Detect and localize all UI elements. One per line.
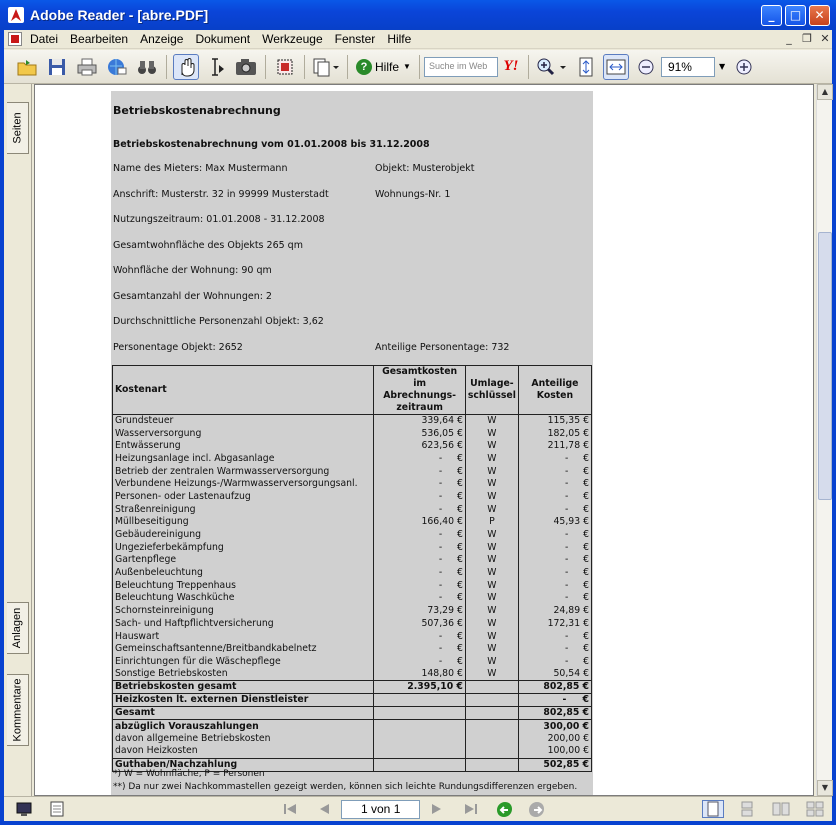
table-row: [113, 440, 592, 453]
table-row: [113, 656, 592, 669]
cell-share: - €: [518, 630, 591, 643]
cell-name: Entwässerung: [113, 440, 374, 453]
menu-anzeige[interactable]: Anzeige: [140, 32, 184, 46]
cell-key: W: [465, 427, 518, 440]
cell-key: W: [465, 541, 518, 554]
toolbar-separator: [166, 55, 167, 79]
cell-key: W: [465, 592, 518, 605]
tab-pages[interactable]: Seiten: [7, 102, 29, 154]
pages-dropdown-button[interactable]: [311, 54, 341, 80]
table-row: [113, 427, 592, 440]
snapshot-tool-button[interactable]: [233, 54, 259, 80]
window-title: Adobe Reader - [abre.PDF]: [30, 7, 209, 23]
cell-name: Ungezieferbekämpfung: [113, 541, 374, 554]
document-view[interactable]: [34, 84, 814, 796]
cell-total: - €: [374, 656, 465, 669]
cost-table: [112, 365, 592, 772]
cell-share: 45,93 €: [518, 516, 591, 529]
cell-key: W: [465, 415, 518, 428]
cell-total: - €: [374, 453, 465, 466]
close-button[interactable]: ✕: [809, 5, 830, 26]
cell-share: - €: [518, 529, 591, 542]
continuous-facing-layout-button[interactable]: [804, 800, 826, 818]
cell-total: - €: [374, 478, 465, 491]
continuous-facing-icon: [805, 801, 825, 817]
last-page-button[interactable]: [460, 800, 482, 818]
cell-share: - €: [518, 656, 591, 669]
footnote-key: *) W = Wohnfläche, P = Personen: [113, 769, 265, 779]
flat-count: Gesamtanzahl der Wohnungen: 2: [113, 291, 272, 302]
cell-key: W: [465, 643, 518, 656]
usage-period: Nutzungszeitraum: 01.01.2008 - 31.12.2008: [113, 214, 325, 225]
toolbar-separator: [347, 55, 348, 79]
cell-share: - €: [518, 579, 591, 592]
binoculars-icon: [137, 58, 157, 76]
cell-key: W: [465, 567, 518, 580]
crop-icon: [275, 57, 295, 77]
cell-total: - €: [374, 579, 465, 592]
pages-icon: [312, 57, 340, 77]
cell-name: Sonstige Betriebskosten: [113, 668, 374, 681]
help-label: Hilfe: [375, 59, 400, 74]
mdi-minimize-button[interactable]: _: [786, 32, 792, 45]
cell-key: W: [465, 605, 518, 618]
first-page-icon: [283, 802, 297, 816]
header-anteilige-kosten: Anteilige Kosten: [518, 366, 591, 415]
fit-page-icon: [578, 57, 594, 77]
address: Anschrift: Musterstr. 32 in 99999 Musterstadt: [113, 189, 329, 200]
single-page-layout-button[interactable]: [702, 800, 724, 818]
object-name: Objekt: Musterobjekt: [375, 163, 475, 174]
facing-layout-button[interactable]: [770, 800, 792, 818]
header-gesamtkosten: Gesamtkosten im Abrechnungs-zeitraum: [374, 366, 465, 415]
toolbar-separator: [304, 55, 305, 79]
globe-mail-icon: [107, 58, 127, 76]
cell-total: 623,56 €: [374, 440, 465, 453]
cell-key: W: [465, 529, 518, 542]
minimize-button[interactable]: _: [761, 5, 782, 26]
toolbar-separator: [265, 55, 266, 79]
zoom-out-button[interactable]: [633, 54, 659, 80]
cell-share: - €: [518, 567, 591, 580]
print-button[interactable]: [74, 54, 100, 80]
floppy-icon: [48, 58, 66, 76]
minus-circle-icon: [638, 59, 654, 75]
cell-key: W: [465, 618, 518, 631]
cell-name: Sach- und Haftpflichtversicherung: [113, 618, 374, 631]
cell-share: - €: [518, 465, 591, 478]
footnote-rounding: **) Da nur zwei Nachkommastellen gezeigt werden, können sich leichte Rundungsdifferenzen ergeben.: [113, 782, 578, 792]
toolbar-separator: [528, 55, 529, 79]
cell-name: Einrichtungen für die Wäschepflege: [113, 656, 374, 669]
tab-attachments[interactable]: Anlagen: [7, 602, 29, 654]
summary-row-guthaben: Guthaben/Nachzahlung 502,85 €: [113, 758, 592, 771]
cell-total: 166,40 €: [374, 516, 465, 529]
cell-name: Verbundene Heizungs-/Warmwasserversorgungsanl.: [113, 478, 374, 491]
cell-name: Betrieb der zentralen Warmwasserversorgung: [113, 465, 374, 478]
table-row: [113, 529, 592, 542]
menu-fenster[interactable]: Fenster: [334, 32, 376, 46]
cell-share: 182,05 €: [518, 427, 591, 440]
cell-name: Heizungsanlage incl. Abgasanlage: [113, 453, 374, 466]
cell-name: Hauswart: [113, 630, 374, 643]
crop-button[interactable]: [272, 54, 298, 80]
cell-key: W: [465, 491, 518, 504]
cell-key: W: [465, 440, 518, 453]
cell-total: - €: [374, 567, 465, 580]
cell-share: 50,54 €: [518, 668, 591, 681]
plus-circle-icon: [736, 59, 752, 75]
adobe-reader-icon: [8, 7, 24, 23]
cell-total: - €: [374, 491, 465, 504]
title-bar[interactable]: [0, 0, 836, 30]
folder-icon: [17, 58, 37, 76]
forward-view-icon[interactable]: [528, 801, 544, 817]
cell-name: Straßenreinigung: [113, 503, 374, 516]
tenant-name: Name des Mieters: Max Mustermann: [113, 163, 288, 174]
cell-total: - €: [374, 503, 465, 516]
person-days: Personentage Objekt: 2652: [113, 342, 243, 353]
menu-bar: [4, 30, 832, 49]
mdi-close-button[interactable]: ✕: [820, 32, 830, 45]
maximize-button[interactable]: □: [785, 5, 806, 26]
cell-total: 339,64 €: [374, 415, 465, 428]
table-row: [113, 579, 592, 592]
table-row: [113, 465, 592, 478]
summary-row-vorauszahlungen: abzüglich Vorauszahlungen 300,00 €: [113, 720, 592, 733]
next-page-icon: [431, 802, 443, 816]
text-cursor-icon: [206, 57, 226, 77]
cell-name: Beleuchtung Waschküche: [113, 592, 374, 605]
fit-width-icon: [606, 59, 626, 75]
cell-key: W: [465, 453, 518, 466]
save-button[interactable]: [44, 54, 70, 80]
table-row: [113, 503, 592, 516]
first-page-button[interactable]: [280, 800, 302, 818]
cell-share: 115,35 €: [518, 415, 591, 428]
cell-share: - €: [518, 503, 591, 516]
document-heading: Betriebskostenabrechnung: [113, 104, 281, 117]
continuous-page-icon: [737, 801, 757, 817]
zoom-select[interactable]: 91%: [661, 57, 715, 77]
cell-total: - €: [374, 630, 465, 643]
cell-name: Personen- oder Lastenaufzug: [113, 491, 374, 504]
magnifier-plus-icon: [536, 57, 568, 77]
document-icon: [49, 801, 65, 817]
summary-row-betriebskosten: Betriebskosten gesamt 2.395,10 € 802,85 €: [113, 681, 592, 694]
table-row: [113, 453, 592, 466]
help-button[interactable]: [352, 55, 415, 79]
previous-page-button[interactable]: [313, 800, 335, 818]
flat-area: Wohnfläche der Wohnung: 90 qm: [113, 265, 272, 276]
table-row: [113, 643, 592, 656]
table-row: [113, 605, 592, 618]
table-row: [113, 592, 592, 605]
cell-key: P: [465, 516, 518, 529]
search-button[interactable]: [134, 54, 160, 80]
table-row: [113, 516, 592, 529]
chevron-down-icon: ▼: [403, 62, 411, 71]
summary-row-voraus-heiz: davon Heizkosten 100,00 €: [113, 745, 592, 758]
cell-total: - €: [374, 465, 465, 478]
table-row: [113, 668, 592, 681]
cell-share: - €: [518, 491, 591, 504]
table-row: [113, 567, 592, 580]
nav-panel-toggle-button[interactable]: [14, 800, 36, 818]
cell-name: Müllbeseitigung: [113, 516, 374, 529]
navigation-panel: [4, 84, 32, 796]
menu-bearbeiten[interactable]: Bearbeiten: [70, 32, 129, 46]
printer-icon: [77, 58, 97, 76]
web-search-input[interactable]: Suche im Web: [424, 57, 498, 77]
continuous-layout-button[interactable]: [736, 800, 758, 818]
toolbar: [4, 50, 832, 84]
cell-name: Schornsteinreinigung: [113, 605, 374, 618]
cell-share: 24,89 €: [518, 605, 591, 618]
cell-key: W: [465, 554, 518, 567]
header-kostenart: Kostenart: [113, 366, 374, 415]
fit-width-button[interactable]: [603, 54, 629, 80]
cell-key: W: [465, 668, 518, 681]
pdf-page: [111, 91, 593, 796]
zoom-in-tool-button[interactable]: [535, 54, 569, 80]
menu-datei[interactable]: Datei: [30, 32, 59, 46]
cell-share: - €: [518, 478, 591, 491]
cell-name: Gemeinschaftsantenne/Breitbandkabelnetz: [113, 643, 374, 656]
cell-key: W: [465, 478, 518, 491]
menu-werkzeuge[interactable]: Werkzeuge: [262, 32, 323, 46]
select-tool-button[interactable]: [203, 54, 229, 80]
monitor-icon: [15, 801, 33, 817]
previous-page-icon: [318, 802, 330, 816]
cell-name: Beleuchtung Treppenhaus: [113, 579, 374, 592]
fit-page-button[interactable]: [573, 54, 599, 80]
next-page-button[interactable]: [426, 800, 448, 818]
scroll-up-button[interactable]: ▲: [817, 84, 833, 100]
vertical-scrollbar[interactable]: [816, 84, 832, 796]
cell-share: 172,31 €: [518, 618, 591, 631]
status-bar: [4, 796, 832, 821]
table-row: [113, 618, 592, 631]
open-button[interactable]: [14, 54, 40, 80]
cell-total: - €: [374, 529, 465, 542]
tab-comments[interactable]: Kommentare: [7, 674, 29, 746]
document-subheading: Betriebskostenabrechnung vom 01.01.2008 bis 31.12.2008: [113, 139, 430, 150]
zoom-dropdown-icon[interactable]: ▼: [718, 62, 726, 71]
menu-dokument[interactable]: Dokument: [195, 32, 251, 46]
cell-share: - €: [518, 554, 591, 567]
total-area: Gesamtwohnfläche des Objekts 265 qm: [113, 240, 303, 251]
cell-key: W: [465, 630, 518, 643]
avg-persons: Durchschnittliche Personenzahl Objekt: 3,62: [113, 316, 324, 327]
single-page-icon: [703, 801, 723, 817]
page-number-input[interactable]: 1 von 1: [341, 800, 420, 819]
cell-total: 507,36 €: [374, 618, 465, 631]
last-page-icon: [464, 802, 478, 816]
cell-share: - €: [518, 453, 591, 466]
facing-page-icon: [771, 801, 791, 817]
cell-total: - €: [374, 554, 465, 567]
camera-icon: [235, 58, 257, 76]
cell-name: Grundsteuer: [113, 415, 374, 428]
cell-key: W: [465, 503, 518, 516]
table-row: [113, 541, 592, 554]
table-row: [113, 478, 592, 491]
help-icon: ?: [356, 59, 372, 75]
yahoo-search-icon[interactable]: Y!: [503, 58, 519, 74]
back-view-icon[interactable]: [496, 801, 512, 817]
table-row: [113, 630, 592, 643]
cell-total: 73,29 €: [374, 605, 465, 618]
cell-name: Außenbeleuchtung: [113, 567, 374, 580]
mdi-restore-button[interactable]: ❐: [802, 32, 812, 45]
cell-share: - €: [518, 592, 591, 605]
zoom-in-button[interactable]: [731, 54, 757, 80]
menu-hilfe[interactable]: Hilfe: [387, 32, 412, 46]
unit-number: Wohnungs-Nr. 1: [375, 189, 451, 200]
scroll-thumb[interactable]: [818, 232, 832, 500]
hand-tool-button[interactable]: [173, 54, 199, 80]
cell-share: - €: [518, 643, 591, 656]
table-row: [113, 554, 592, 567]
table-row: [113, 491, 592, 504]
share-person-days: Anteilige Personentage: 732: [375, 342, 510, 353]
cell-total: - €: [374, 541, 465, 554]
table-row: [113, 415, 592, 428]
cell-key: W: [465, 579, 518, 592]
cell-key: W: [465, 656, 518, 669]
hand-icon: [177, 57, 195, 77]
cell-name: Gebäudereinigung: [113, 529, 374, 542]
document-properties-button[interactable]: [48, 800, 70, 818]
cell-share: 211,78 €: [518, 440, 591, 453]
scroll-down-button[interactable]: ▼: [817, 780, 833, 796]
cell-total: - €: [374, 592, 465, 605]
document-icon[interactable]: [8, 32, 22, 46]
cell-total: 536,05 €: [374, 427, 465, 440]
cell-total: 148,80 €: [374, 668, 465, 681]
cell-name: Gartenpflege: [113, 554, 374, 567]
email-button[interactable]: [104, 54, 130, 80]
summary-row-voraus-betrieb: davon allgemeine Betriebskosten 200,00 €: [113, 733, 592, 746]
summary-row-heizkosten: Heizkosten lt. externen Dienstleister - €: [113, 694, 592, 707]
cell-key: W: [465, 465, 518, 478]
summary-row-gesamt: Gesamt 802,85 €: [113, 707, 592, 720]
header-umlageschluessel: Umlage-schlüssel: [465, 366, 518, 415]
toolbar-separator: [419, 55, 420, 79]
cell-total: - €: [374, 643, 465, 656]
cell-share: - €: [518, 541, 591, 554]
cell-name: Wasserversorgung: [113, 427, 374, 440]
